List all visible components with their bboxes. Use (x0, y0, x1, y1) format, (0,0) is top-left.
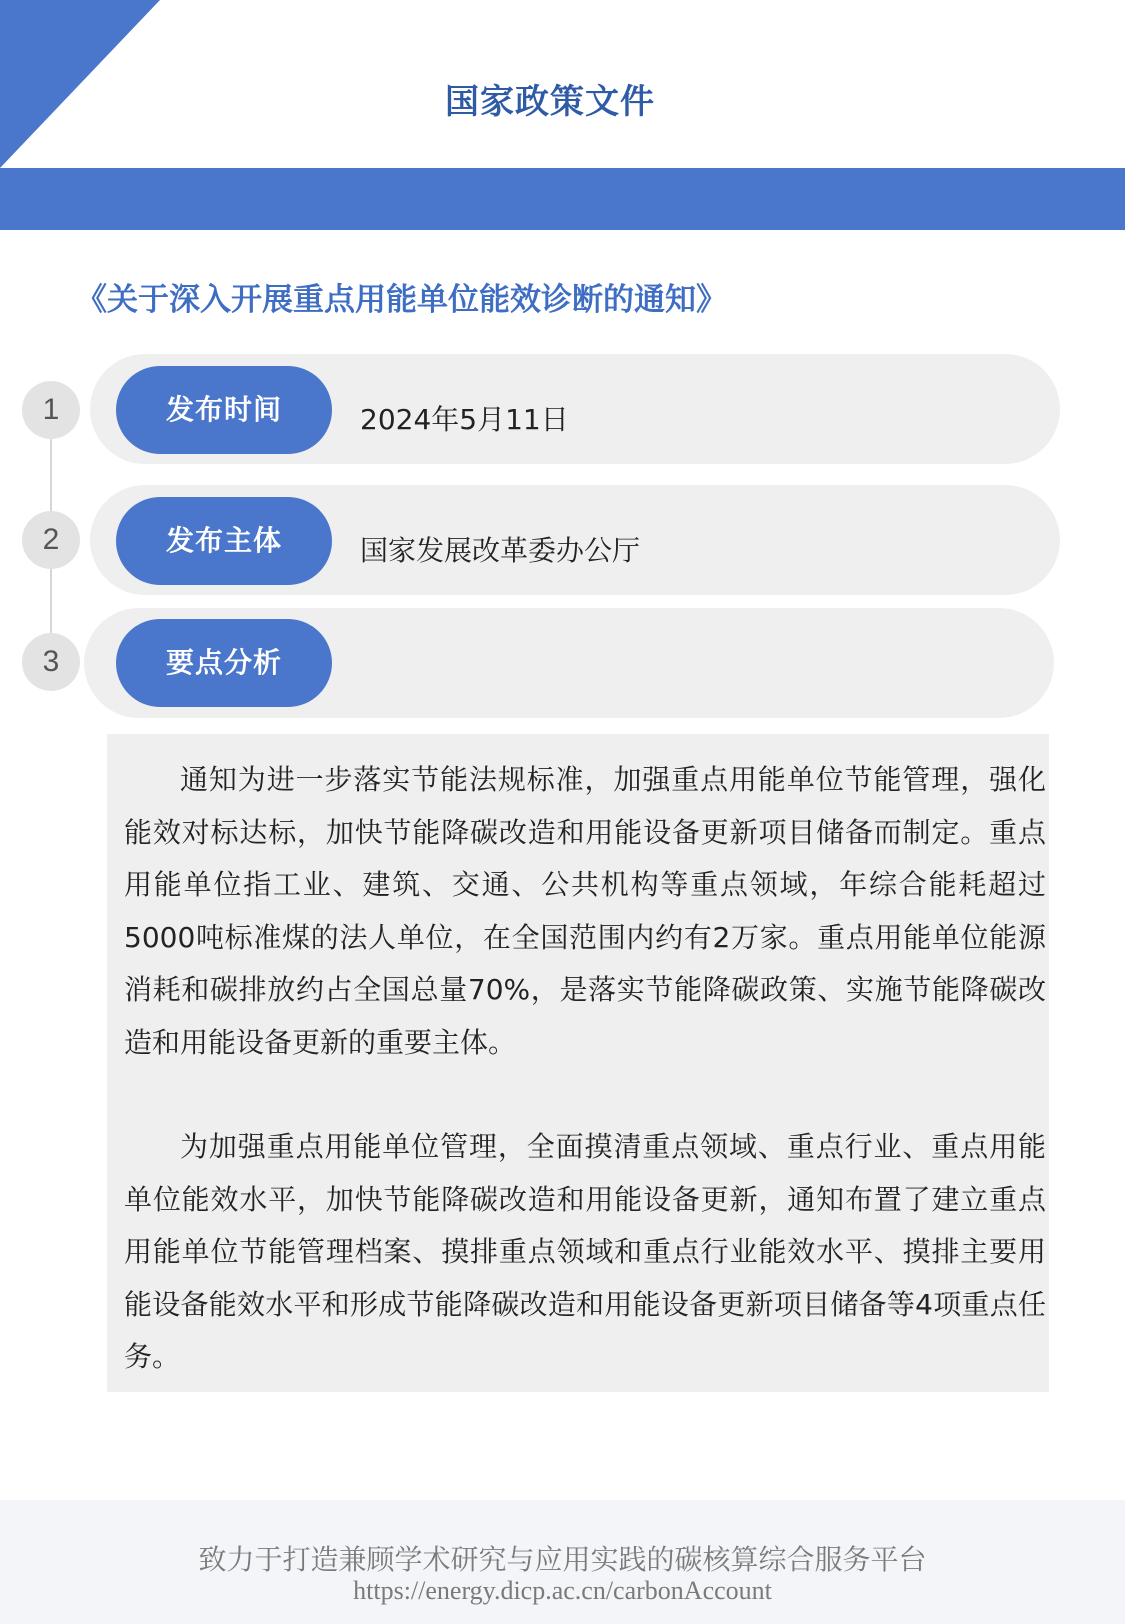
label-key-analysis: 要点分析 (116, 619, 332, 707)
analysis-paragraph-2: 为加强重点用能单位管理，全面摸清重点领域、重点行业、重点用能单位能效水平，加快节能降碳改造和用能设备更新，通知布置了建立重点用能单位节能管理档案、摸排重点领域和重点行业能效水平、摸排主要用能设备能效水平和形成节能降碳改造和用能设备更新项目储备等4项重点任务。 (124, 1130, 1046, 1373)
step-number-1: 1 (22, 381, 80, 439)
footer-url: https://energy.dicp.ac.cn/carbonAccount (353, 1576, 772, 1605)
value-publish-date: 2024年5月11日 (360, 403, 569, 436)
analysis-paragraph-1: 通知为进一步落实节能法规标准，加强重点用能单位节能管理，强化能效对标达标，加快节能降碳改造和用能设备更新项目储备而制定。重点用能单位指工业、建筑、交通、公共机构等重点领域，年综合能耗超过5000吨标准煤的法人单位，在全国范围内约有2万家。重点用能单位能源消耗和碳排放约占全国总量70%，是落实节能降碳政策、实施节能降碳改造和用能设备更新的重要主体。 (124, 763, 1046, 1059)
document-title: 《关于深入开展重点用能单位能效诊断的通知》 (76, 282, 727, 318)
step-number-2: 2 (22, 511, 80, 569)
page-title: 国家政策文件 (445, 82, 655, 122)
header-corner-decoration (0, 0, 160, 168)
value-publisher: 国家发展改革委办公厅 (360, 534, 641, 567)
header-band (0, 168, 1125, 230)
label-publisher: 发布主体 (116, 497, 332, 585)
step-number-3: 3 (22, 633, 80, 691)
footer-slogan: 致力于打造兼顾学术研究与应用实践的碳核算综合服务平台 (198, 1543, 927, 1576)
label-publish-date: 发布时间 (116, 366, 332, 454)
